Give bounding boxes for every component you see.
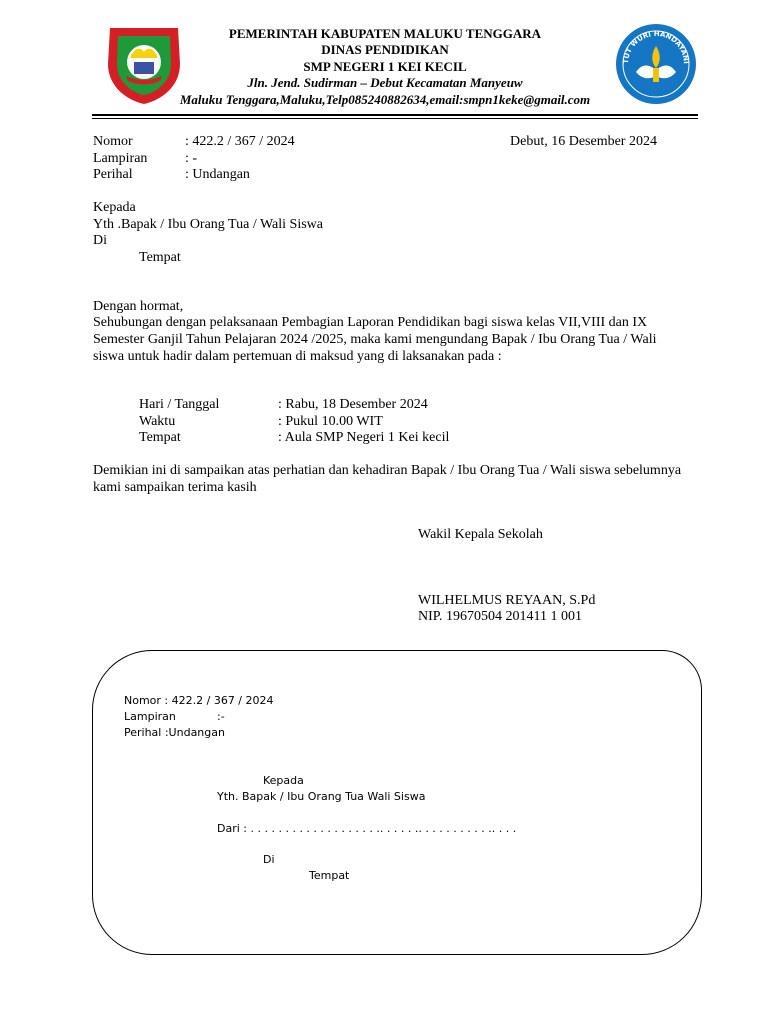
- recipient-di: Di: [93, 233, 107, 248]
- body-paragraph: Sehubungan dengan pelaksanaan Pembagian Laporan Pendidikan bagi siswa kelas VII,VIII dan IX Semester Ganjil Tahun Pelajaran 2024 /2025, maka kami mengundang Bapak / Ibu Orang Tua / Wali siswa untuk hadir dalam pertemuan di maksud yang di laksanakan pada :: [93, 315, 657, 364]
- envelope-kepada: Kepada: [263, 774, 304, 787]
- recipient-kepada: Kepada: [93, 200, 136, 215]
- envelope-perihal: Perihal :Undangan: [124, 726, 225, 739]
- detail-value-waktu: : Pukul 10.00 WIT: [278, 414, 383, 429]
- header-rule-thick: [92, 114, 698, 116]
- closing-paragraph: Demikian ini di sampaikan atas perhatian dan kehadiran Bapak / Ibu Orang Tua / Wali siswa sebelumnya kami sampaikan terima kasih: [93, 463, 682, 495]
- envelope-lampiran-label: Lampiran: [124, 710, 176, 723]
- envelope-lampiran-value: :-: [217, 710, 225, 723]
- header-contact: Maluku Tenggara,Maluku,Telp085240882634,email:smpn1keke@gmail.com: [179, 92, 591, 107]
- perihal-value: : Undangan: [185, 167, 250, 182]
- perihal-label: Perihal: [93, 167, 133, 182]
- header-department: DINAS PENDIDIKAN: [321, 42, 449, 57]
- emblem-motto: TUT WURI HANDAYANI: [621, 29, 691, 65]
- nomor-label: Nomor: [93, 134, 133, 149]
- envelope-di: Di: [263, 853, 275, 866]
- lampiran-value: : -: [185, 151, 198, 166]
- letter-date: Debut, 16 Desember 2024: [510, 134, 657, 149]
- detail-value-hari: : Rabu, 18 Desember 2024: [278, 397, 428, 412]
- detail-label-waktu: Waktu: [139, 414, 176, 429]
- envelope-nomor: Nomor : 422.2 / 367 / 2024: [124, 694, 274, 707]
- header-school: SMP NEGERI 1 KEI KECIL: [303, 59, 467, 74]
- signature-nip: NIP. 19670504 201411 1 001: [418, 609, 582, 624]
- detail-value-tempat: : Aula SMP Negeri 1 Kei kecil: [278, 430, 450, 445]
- recipient-yth: Yth .Bapak / Ibu Orang Tua / Wali Siswa: [93, 217, 323, 232]
- nomor-value: : 422.2 / 367 / 2024: [185, 134, 295, 149]
- signature-title: Wakil Kepala Sekolah: [418, 527, 543, 542]
- salutation: Dengan hormat,: [93, 299, 184, 314]
- envelope-dari: Dari : . . . . . . . . . . . . . . . . . . .. . . . . .. . . . . . . . . . .. . . .: [217, 822, 517, 835]
- detail-label-hari: Hari / Tanggal: [139, 397, 220, 412]
- header-rule-thin: [92, 118, 698, 119]
- header-government: PEMERINTAH KABUPATEN MALUKU TENGGARA: [228, 26, 542, 41]
- envelope-yth: Yth. Bapak / Ibu Orang Tua Wali Siswa: [217, 790, 426, 803]
- signature-name: WILHELMUS REYAAN, S.Pd: [418, 593, 596, 608]
- recipient-tempat: Tempat: [139, 250, 181, 265]
- envelope-tempat: Tempat: [309, 869, 350, 882]
- lampiran-label: Lampiran: [93, 151, 148, 166]
- header-address: Jln. Jend. Sudirman – Debut Kecamatan Manyeuw: [247, 75, 523, 90]
- detail-label-tempat: Tempat: [139, 430, 181, 445]
